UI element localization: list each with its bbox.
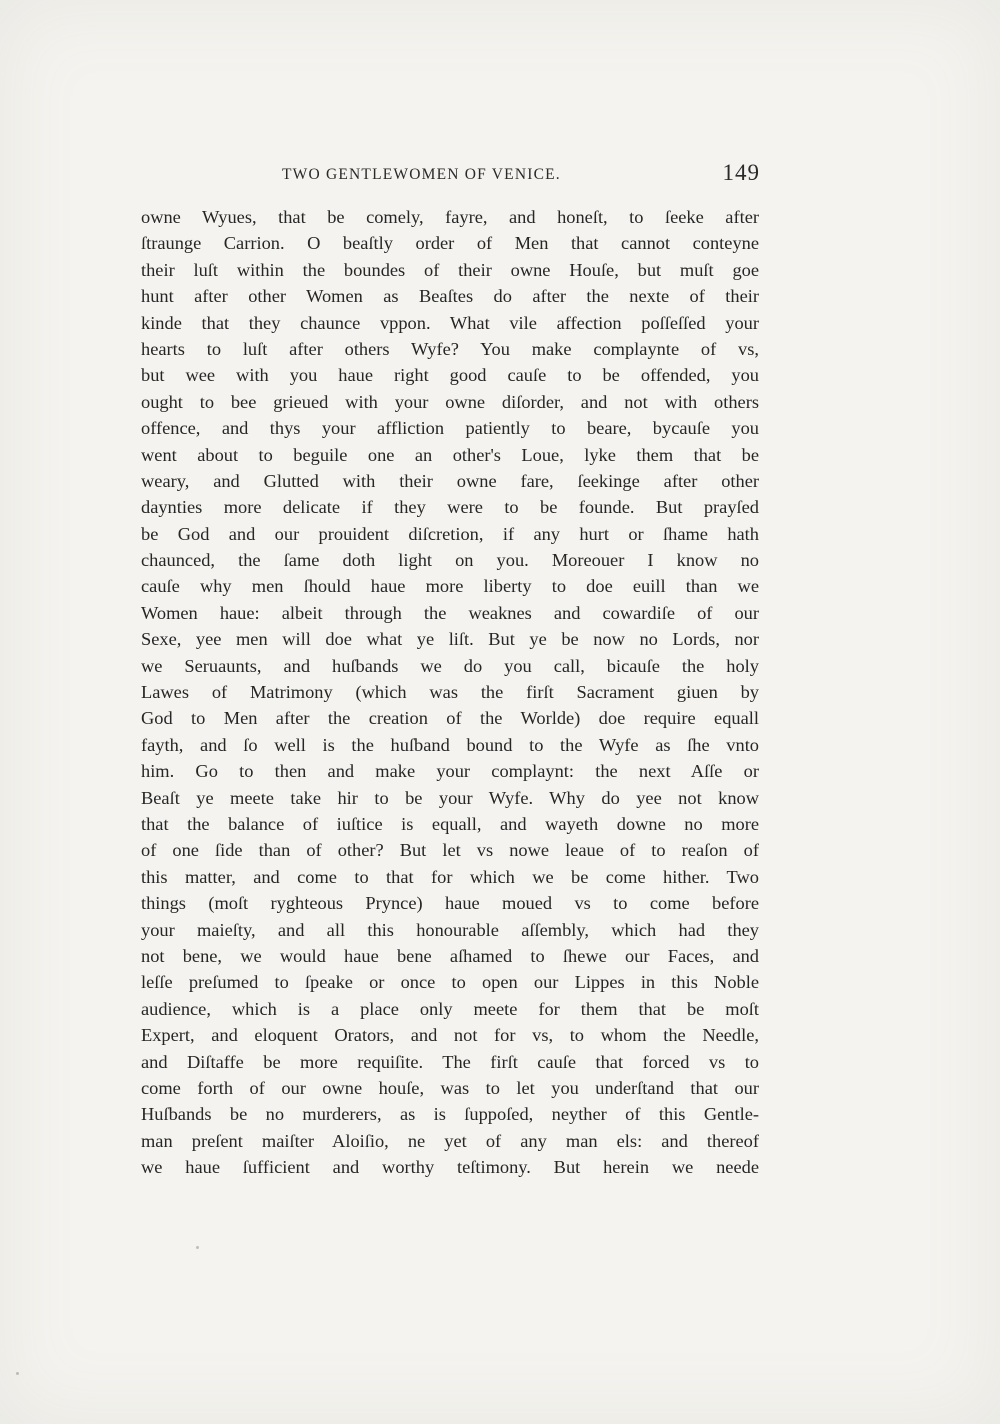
- text-line: fayth, and ſo well is the huſband bound to the Wyfe as ſhe vnto: [141, 734, 759, 755]
- text-line: and Diſtaffe be more requiſite. The firſt cauſe that forced vs to: [141, 1051, 759, 1072]
- text-line: hearts to luſt after others Wyfe? You make complaynte of vs,: [141, 338, 759, 359]
- text-line: offence, and thys your affliction patiently to beare, bycauſe you: [141, 418, 759, 439]
- text-line: audience, which is a place only meete for them that be moſt: [141, 998, 759, 1019]
- text-line: Women haue: albeit through the weaknes and cowardiſe of our: [141, 602, 759, 623]
- text-line: their luſt within the boundes of their owne Houſe, but muſt goe: [141, 259, 759, 280]
- text-line: Sexe, yee men will doe what ye liſt. But ye be now no Lords, nor: [141, 629, 759, 650]
- running-title: TWO GENTLEWOMEN OF VENICE.: [282, 166, 561, 183]
- text-line: Expert, and eloquent Orators, and not for vs, to whom the Needle,: [141, 1025, 759, 1046]
- text-line: chaunced, the ſame doth light on you. Moreouer I know no: [141, 550, 759, 571]
- text-line: him. Go to then and make your complaynt: the next Aſſe or: [141, 761, 759, 782]
- text-line: Lawes of Matrimony (which was the firſt Sacrament giuen by: [141, 682, 759, 703]
- text-line: that the balance of iuſtice is equall, and wayeth downe no more: [141, 813, 759, 834]
- text-line: God to Men after the creation of the Worlde) doe require equall: [141, 708, 759, 729]
- text-line: man preſent maiſter Aloiſio, ne yet of any man els: and thereof: [141, 1130, 759, 1151]
- paper-speck: [16, 1372, 19, 1375]
- text-line: of one ſide than of other? But let vs nowe leaue of to reaſon of: [141, 840, 759, 861]
- paper-speck: [196, 1246, 199, 1249]
- text-line: your maieſty, and all this honourable aſſembly, which had they: [141, 919, 759, 940]
- text-line: Beaſt ye meete take hir to be your Wyfe. Why do yee not know: [141, 787, 759, 808]
- text-line: but wee with you haue right good cauſe to be offended, you: [141, 365, 759, 386]
- text-line: be God and our prouident diſcretion, if any hurt or ſhame hath: [141, 523, 759, 544]
- text-line: things (moſt ryghteous Prynce) haue moued vs to come before: [141, 893, 759, 914]
- text-line: ought to bee grieued with your owne diſorder, and not with others: [141, 391, 759, 412]
- text-line: went about to beguile one an other's Loue, lyke them that be: [141, 444, 759, 465]
- text-line: this matter, and come to that for which we be come hither. Two: [141, 866, 759, 887]
- text-line: we haue ſufficient and worthy teſtimony. But herein we neede: [141, 1157, 759, 1178]
- text-line: Huſbands be no murderers, as is ſuppoſed, neyther of this Gentle-: [141, 1104, 759, 1125]
- running-head: [140, 160, 760, 190]
- text-line: owne Wyues, that be comely, fayre, and honeſt, to ſeeke after: [141, 207, 759, 227]
- text-line: weary, and Glutted with their owne fare, ſeekinge after other: [141, 470, 759, 491]
- text-line: daynties more delicate if they were to be founde. But prayſed: [141, 497, 759, 518]
- body-text: [141, 204, 759, 1180]
- text-line: we Seruaunts, and huſbands we do you call, bicauſe the holy: [141, 655, 759, 676]
- text-line: hunt after other Women as Beaſtes do after the nexte of their: [141, 286, 759, 307]
- page-number: 149: [722, 160, 760, 185]
- text-line: come forth of our owne houſe, was to let you underſtand that our: [141, 1077, 759, 1098]
- text-line: cauſe why men ſhould haue more liberty to doe euill than we: [141, 576, 759, 597]
- text-line: not bene, we would haue bene aſhamed to ſhewe our Faces, and: [141, 945, 759, 966]
- text-line: ſtraunge Carrion. O beaſtly order of Men that cannot conteyne: [141, 233, 759, 254]
- text-line: kinde that they chaunce vppon. What vile affection poſſeſſed your: [141, 312, 759, 333]
- text-line: leſſe preſumed to ſpeake or once to open our Lippes in this Noble: [141, 972, 759, 993]
